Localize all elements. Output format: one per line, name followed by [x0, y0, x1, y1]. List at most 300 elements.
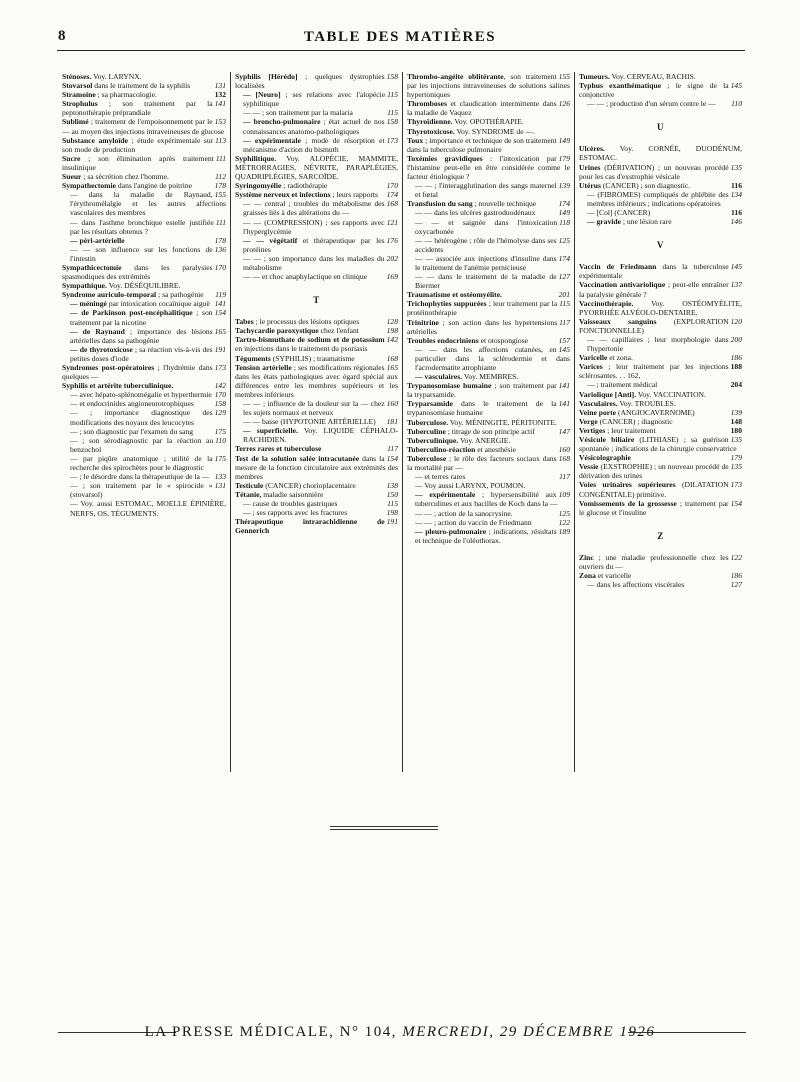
entry-page-number: 168 — [386, 353, 398, 363]
index-subentry — [407, 472, 570, 481]
entry-page-number: 146 — [730, 217, 742, 227]
entry-term: Tuberculinique. — [407, 435, 459, 445]
entry-text: ; son traitement par la tryparsamide. — [407, 381, 557, 400]
index-entry — [62, 172, 226, 181]
entry-term: Stovarsol — [62, 81, 93, 91]
entry-text: — — ; influence de la douleur sur la — chez les sujets normaux et nerveux — [243, 399, 385, 418]
index-entry — [407, 336, 570, 345]
index-entry — [579, 144, 742, 162]
entry-page-number: 135 — [730, 462, 742, 472]
index-subentry — [62, 454, 226, 472]
entry-text: Voy. LARYNX. — [91, 72, 142, 81]
entry-page-number: 160 — [558, 444, 570, 454]
entry-page-number: 134 — [730, 189, 742, 199]
entry-text: (CANCER) ; diagnostic — [597, 416, 673, 426]
index-subentry — [407, 272, 570, 290]
index-entry — [407, 127, 570, 136]
entry-text: Voy. SYNDROME de —. — [454, 126, 535, 136]
index-entry — [407, 381, 570, 399]
entry-term: — de Parkinson post-encéphalitique — [70, 308, 193, 318]
index-entry — [407, 418, 570, 427]
index-entry — [235, 190, 398, 199]
entry-term: — méningé — [70, 299, 107, 309]
entry-text: — par piqûre anatomique ; utilité de la recherche des spirochètes pour le diagnostic — [70, 453, 213, 473]
index-entry — [62, 136, 226, 154]
index-entry — [579, 553, 742, 571]
entry-text: et otospongiose — [478, 335, 529, 345]
index-entry — [579, 453, 742, 462]
index-entry — [407, 136, 570, 154]
entry-page-number: 170 — [214, 390, 226, 400]
entry-term: Syndrome auriculo-temporal — [62, 290, 157, 300]
index-subentry — [62, 218, 226, 236]
entry-page-number: 191 — [214, 344, 226, 354]
footer-journal: LA PRESSE MÉDICALE, N° 104, — [144, 1024, 397, 1040]
page-title: TABLE DES MATIÈRES — [303, 29, 497, 45]
index-column-3 — [402, 72, 574, 772]
entry-term: Tétanie, — [235, 489, 262, 499]
entry-page-number: 145 — [730, 81, 742, 91]
entry-page-number: 201 — [558, 290, 570, 300]
entry-term: Sténoses. — [62, 72, 92, 81]
entry-page-number: 137 — [730, 280, 742, 290]
entry-term: Système nerveux et infections — [235, 190, 331, 200]
entry-term: Zona — [579, 571, 596, 581]
entry-text: — dans l'asthme bronchique estelle justifiée par les résultats obtenus ? — [70, 217, 214, 236]
index-entry — [579, 462, 742, 480]
entry-term: — — végétatif — [243, 235, 298, 245]
entry-term: — expérimentale — [415, 490, 476, 500]
entry-term: Vessie — [579, 462, 599, 472]
entry-text: dans les paralysies spasmodiques des extrémités — [62, 262, 213, 282]
entry-page-number: 118 — [559, 217, 570, 227]
index-entry — [235, 363, 398, 399]
entry-term: Sueur — [62, 172, 82, 182]
entry-text: ; mode de résorption et mécanisme d'action du bismuth — [243, 135, 385, 154]
entry-text: ; importance et technique de son traitement dans la tuberculose pulmonaire — [407, 135, 557, 154]
index-entry — [235, 326, 398, 335]
entry-term: Trichophyties suppurées — [407, 299, 487, 309]
entry-page-number: 142 — [214, 381, 226, 391]
index-entry — [579, 262, 742, 280]
entry-term: Veine porte — [579, 407, 617, 417]
entry-page-number: 126 — [558, 99, 570, 109]
entry-term: Trypanosomiase humaine — [407, 381, 492, 391]
entry-page-number: 168 — [386, 199, 398, 209]
index-subentry — [235, 499, 398, 508]
entry-term: Vaccination antivariolique — [579, 280, 666, 290]
index-entry — [62, 117, 226, 135]
index-subentry — [235, 136, 398, 154]
entry-page-number: 157 — [558, 335, 570, 345]
index-subentry — [579, 217, 742, 226]
entry-page-number: 109 — [558, 490, 570, 500]
index-entry — [235, 454, 398, 481]
index-entry — [407, 290, 570, 299]
entry-page-number: 174 — [386, 190, 398, 200]
entry-term: Vésicule biliaire — [579, 435, 635, 444]
entry-term: Vomissements de la grossesse — [579, 498, 677, 508]
entry-text: — ; son sérodiagnostic par la réaction au benzochol — [70, 435, 214, 454]
entry-term: Stramoine — [62, 90, 96, 100]
index-subentry — [62, 427, 226, 436]
entry-term: Strophulus — [62, 99, 98, 109]
entry-text: — ; son traitement par le « spirocide » (stovarsol) — [70, 481, 213, 500]
entry-text: par intoxication cocaïnique aiguë — [106, 299, 210, 309]
entry-page-number: 136 — [214, 244, 226, 254]
index-entry — [235, 354, 398, 363]
entry-page-number: 204 — [730, 380, 742, 390]
index-subentry — [62, 308, 226, 326]
index-columns — [58, 72, 746, 772]
entry-term: Tuberculose — [407, 453, 447, 463]
entry-page-number: 174 — [558, 253, 570, 263]
index-entry — [407, 99, 570, 117]
entry-page-number: 170 — [214, 262, 226, 272]
entry-text: — dans la maladie de Raynaud, l'érythromélalgie et les autres affections vasculaires des membres — [70, 190, 226, 218]
entry-text: (LITHIASE) ; sa guérison spontanée ; indications de la chirurgie conservatrice — [579, 435, 737, 454]
entry-text: — [Col] (CANCER) — [587, 208, 651, 218]
entry-text: ; son action dans les hypertensions artérielles — [407, 317, 558, 336]
entry-term: Substance amyloïde — [62, 135, 129, 145]
entry-text: ; leur traitement par la protéinothérapie — [407, 299, 558, 318]
index-entry — [62, 99, 226, 117]
entry-text: dans le traitement de la trypanosomiase humaine — [407, 399, 557, 418]
entry-page-number: 119 — [215, 290, 226, 300]
entry-text: Voy. VACCINATION. — [636, 389, 706, 399]
entry-page-number: 202 — [386, 253, 398, 263]
entry-text: Voy. MÉNINGITE, PÉRITONITE. — [448, 417, 557, 427]
index-entry — [62, 281, 226, 290]
entry-page-number: 147 — [558, 426, 570, 436]
entry-page-number: 115 — [387, 90, 398, 100]
entry-term: — de Raynaud — [70, 326, 125, 336]
entry-page-number: 170 — [386, 181, 398, 191]
entry-text: — — dans le traitement de la maladie de Biermer — [415, 272, 557, 291]
entry-page-number: 169 — [386, 272, 398, 282]
entry-text: — — hétérogène ; rôle de l'hémolyse dans ses accidents — [415, 235, 557, 254]
index-subentry — [62, 499, 226, 517]
index-entry — [407, 318, 570, 336]
entry-text: — (FIBROMES) compliqués de phlébite des membres inférieurs ; indications opératoires — [587, 189, 729, 208]
index-subentry — [407, 509, 570, 518]
index-entry — [235, 181, 398, 190]
index-entry — [579, 299, 742, 317]
index-column-4 — [574, 72, 746, 772]
entry-text: ; son traitement par la nicotine — [70, 308, 213, 327]
entry-page-number: 188 — [730, 362, 742, 372]
entry-term: Transfusion du sang — [407, 199, 473, 209]
entry-term: — gravide — [587, 217, 621, 227]
index-subentry — [235, 218, 398, 236]
entry-text: — — ; son traitement par la malaria — [243, 108, 353, 118]
entry-text: Voy. CORNÉE, DUODÉNUM, ESTOMAC. — [579, 144, 742, 163]
index-entry — [235, 335, 398, 353]
entry-page-number: 125 — [558, 235, 570, 245]
entry-page-number: 200 — [730, 334, 742, 344]
entry-text: ; une lésion rare — [620, 217, 672, 227]
index-subentry — [407, 527, 570, 545]
entry-page-number: 168 — [558, 453, 570, 463]
entry-page-number: 175 — [214, 426, 226, 436]
index-subentry — [62, 399, 226, 408]
entry-text: chez l'enfant — [318, 326, 359, 336]
entry-text: ; le processus des lésions optiques — [253, 317, 360, 327]
index-subentry — [62, 481, 226, 499]
entry-term: Utérus — [579, 180, 601, 190]
index-subentry — [407, 254, 570, 272]
entry-text: Voy. MEMBRES. — [462, 372, 519, 382]
section-letter: V — [657, 240, 664, 251]
index-entry — [407, 445, 570, 454]
entry-page-number: 131 — [214, 81, 226, 91]
entry-text: Voy. LIQUIDE CÉPHALO-RACHIDIEN. — [243, 426, 398, 445]
end-rule-second — [330, 829, 438, 830]
entry-term: Syphilis [Hérédo] — [235, 72, 298, 81]
index-entry — [62, 90, 226, 99]
entry-text: ; ses relations avec l'alopécie syphilitique — [243, 90, 386, 109]
entry-term: — vasculaires. — [415, 372, 463, 382]
entry-page-number: 141 — [214, 299, 226, 309]
entry-text: — — basse (HYPOTONIE ARTÉRIELLE) — [243, 417, 376, 427]
entry-text: Voy. OSTÉOMYÉLITE, PYORRHÉE ALVÉOLO-DENTAIRE. — [579, 298, 742, 317]
entry-page-number: 165 — [386, 362, 398, 372]
entry-term: Vésicolographie — [579, 453, 631, 463]
entry-text: Voy. ALOPÉCIE, MAMMITE, MÉTRORRAGIES, NÉVRITE, PARAPLÉGIES, QUADRIPLÉGIES, SARCOÏDE. — [235, 153, 398, 182]
index-entry — [62, 181, 226, 190]
entry-text: Voy. TROUBLES. — [617, 398, 676, 408]
index-subentry — [407, 372, 570, 381]
entry-term: Testicule — [235, 480, 264, 490]
entry-term: Tumeurs. — [579, 72, 610, 81]
entry-page-number: 173 — [730, 480, 742, 490]
entry-term: Varicelle — [579, 353, 608, 363]
entry-page-number: 145 — [730, 262, 742, 272]
entry-text: Voy. OPOTHÉRAPIE. — [452, 117, 524, 127]
index-subentry — [407, 481, 570, 490]
footer-line-right — [628, 1032, 746, 1033]
entry-text: ; sa pathogénie — [156, 290, 204, 300]
entry-page-number: 131 — [214, 481, 226, 491]
entry-term: Tuberculose. — [407, 417, 449, 427]
entry-text: — — et saignée dans l'intoxication oxycarbonée — [415, 217, 558, 236]
entry-page-number: 111 — [215, 217, 226, 227]
entry-page-number: 121 — [386, 217, 398, 227]
entry-term: Thromboses — [407, 99, 447, 109]
index-entry — [579, 81, 742, 99]
entry-term: — [Neuro] — [243, 90, 281, 100]
entry-text: (SYPHILIS) ; traumatisme — [270, 353, 355, 363]
entry-page-number: 198 — [386, 326, 398, 336]
entry-text: ; peut-elle entraîner la paralysie générale ? — [579, 280, 729, 299]
entry-term: Thérapeutique intrarachidienne de Gennerich — [235, 517, 385, 536]
index-subentry — [235, 508, 398, 517]
index-entry — [579, 390, 742, 399]
entry-term: Tuberculino-réaction — [407, 444, 476, 454]
entry-page-number: 175 — [214, 453, 226, 463]
index-subentry — [62, 345, 226, 363]
index-subentry — [235, 90, 398, 108]
entry-term: Syringomyélie — [235, 181, 282, 191]
entry-text: — cause de troubles gastriques — [243, 499, 338, 509]
entry-text: — — central ; troubles du métabolisme des graisses liés à des altérations du — — [243, 199, 385, 218]
entry-page-number: 115 — [387, 499, 398, 509]
entry-page-number: 120 — [730, 316, 742, 326]
entry-page-number: 141 — [558, 381, 570, 391]
entry-page-number: 160 — [386, 399, 398, 408]
entry-text: ; indications, résultats et technique de l'oléothorax. — [415, 526, 557, 545]
entry-term: Trinitrine — [407, 317, 439, 327]
index-subentry — [62, 245, 226, 263]
entry-term: Zinc — [579, 552, 594, 562]
index-entry — [579, 480, 742, 498]
entry-text: dans la mesure de la fonction circulatoire aux extrémités des membres — [235, 453, 398, 481]
entry-term: Typhus exanthématique — [579, 81, 662, 91]
entry-term: Vaccin de Friedmann — [579, 262, 657, 272]
entry-page-number: 116 — [731, 180, 742, 190]
entry-text: ; leurs rapports — [330, 190, 378, 200]
entry-page-number: 150 — [386, 489, 398, 499]
entry-page-number: 117 — [559, 472, 570, 482]
entry-term: Tension artérielle — [235, 362, 292, 372]
entry-text: ; nouvelle technique — [472, 199, 537, 209]
entry-text: (CANCER) chorioplacentaire — [263, 480, 356, 490]
index-entry — [62, 290, 226, 299]
entry-text: — — son influence sur les fonctions de l'intestin — [70, 244, 213, 263]
entry-text: ; hypersensibilité aux tuberculines et aux bacilles de Koch dans la — — [415, 490, 558, 509]
entry-text: (DÉRIVATION) ; un nouveau procédé pour les cas d'exstrophie vésicale — [579, 162, 729, 181]
entry-page-number: 145 — [558, 344, 570, 354]
entry-text: — — dans les ulcères gastroduodénaux — [415, 208, 536, 218]
entry-term: Vaccinothérapie. — [579, 298, 634, 308]
entry-term: Troubles endocriniens — [407, 335, 479, 345]
entry-page-number: 154 — [386, 453, 398, 463]
entry-text: : l'intoxication par l'histamine peut-elle en être considérée comme le facteur étiologique ? — [407, 153, 570, 182]
entry-text: ; le signe de la conjonctive — [579, 81, 729, 100]
entry-page-number: 179 — [730, 453, 742, 463]
index-subentry — [62, 390, 226, 399]
entry-page-number: 135 — [730, 435, 742, 444]
entry-text: dans l'angine de poitrine — [116, 181, 193, 191]
entry-text: — ; traitement médical — [587, 380, 658, 390]
entry-text: et zona. — [607, 353, 633, 363]
index-subentry — [235, 254, 398, 272]
entry-page-number: 129 — [214, 408, 226, 418]
entry-term: Toux — [407, 135, 424, 145]
entry-term: Tryparsamide — [407, 399, 453, 409]
entry-term: Syphilis et artérite tuberculinique. — [62, 381, 174, 391]
index-subentry — [407, 236, 570, 254]
index-subentry — [62, 472, 226, 481]
entry-text: (EXSTROPHIE) ; un nouveau procédé de dérivation des urines — [579, 462, 729, 481]
index-entry — [407, 199, 570, 208]
entry-term: Sublimé — [62, 117, 89, 127]
entry-term: Terres rares et tuberculose — [235, 444, 322, 454]
entry-page-number: 127 — [558, 272, 570, 282]
entry-text: — — ; action de la sanocrysine. — [415, 508, 513, 518]
entry-term: — pleuro-pulmonaire — [415, 526, 487, 536]
entry-term: Test de la solution salée intracutanée — [235, 453, 360, 463]
entry-page-number: 122 — [558, 517, 570, 527]
entry-page-number: 153 — [214, 117, 226, 127]
entry-text: — — (COMPRESSION) ; ses rapports avec l'hyperglycémie — [243, 217, 385, 236]
entry-text: et thérapeutique par les protéines — [243, 235, 385, 254]
entry-term: — broncho-pulmonaire — [243, 117, 321, 127]
index-subentry — [407, 181, 570, 199]
index-subentry — [62, 436, 226, 454]
index-subentry — [407, 208, 570, 217]
entry-text: — dans les affections viscérales — [587, 580, 685, 590]
entry-text: (DILATATION CONGÉNITALE) primitive. — [579, 480, 729, 499]
index-entry — [235, 481, 398, 490]
entry-page-number: 139 — [558, 181, 570, 191]
index-subentry — [62, 299, 226, 308]
entry-page-number: 176 — [386, 235, 398, 245]
entry-text: — — ; son importance dans les maladies du métabolisme — [243, 253, 385, 272]
entry-page-number: 174 — [558, 199, 570, 209]
entry-text: ; quelques dystrophies localisées — [235, 72, 385, 91]
entry-page-number: 149 — [558, 135, 570, 145]
page-number: 8 — [58, 28, 66, 44]
entry-page-number: 116 — [731, 208, 742, 218]
index-entry — [62, 81, 226, 90]
index-subentry — [579, 580, 742, 589]
entry-page-number: 115 — [387, 108, 398, 118]
entry-text: ; radiothérapie — [281, 181, 328, 191]
index-subentry — [407, 490, 570, 508]
index-entry — [62, 154, 226, 172]
entry-page-number: 173 — [386, 135, 398, 145]
entry-page-number: 125 — [558, 508, 570, 518]
entry-term: Syndromes post-opératoires — [62, 363, 155, 372]
index-entry — [407, 299, 570, 317]
index-entry — [407, 427, 570, 436]
entry-page-number: 149 — [558, 208, 570, 218]
index-entry — [235, 154, 398, 181]
entry-term: Syphilitique. — [235, 153, 277, 163]
entry-page-number: 128 — [386, 317, 398, 327]
entry-term: Vaisseaux sanguins — [579, 316, 657, 326]
index-entry — [579, 362, 742, 380]
entry-text: ; sa sécrétion chez l'homme. — [81, 172, 169, 182]
entry-text: — et terres rares — [415, 472, 466, 482]
entry-term: Tabes — [235, 317, 254, 327]
entry-text: — ; le désordre dans la thérapeutique de la — — [70, 472, 210, 482]
entry-page-number: 158 — [214, 399, 226, 409]
index-entry — [407, 117, 570, 126]
index-subentry — [235, 399, 398, 417]
entry-term: Téguments — [235, 353, 271, 363]
entry-text: ; titrage de son principe actif — [445, 426, 535, 436]
index-entry — [407, 154, 570, 181]
entry-term: Thrombo-angéite oblitérante — [407, 72, 504, 81]
entry-page-number: 154 — [214, 308, 226, 318]
entry-page-number: 133 — [214, 472, 226, 482]
entry-text: — ; ses rapports avec les fractures — [243, 508, 348, 518]
entry-text: Voy. ANERGIE. — [458, 435, 511, 445]
entry-text: — — capillaires ; leur morphologie dans l'hypertonie — [587, 334, 729, 354]
entry-term: — de thyrotoxicose — [70, 344, 133, 354]
index-entry — [579, 426, 742, 435]
entry-term: Toxémies gravidiques — [407, 153, 483, 163]
index-subentry — [235, 108, 398, 117]
entry-page-number: 186 — [730, 571, 742, 581]
index-entry — [407, 72, 570, 99]
entry-page-number: 135 — [730, 162, 742, 172]
entry-text: ; ses modifications régionales dans les états pathologiques avec égard spécial aux différences entre les membres supérieurs et les membres inférieurs — [235, 362, 398, 399]
entry-page-number: 138 — [386, 480, 398, 490]
entry-page-number: 189 — [558, 526, 570, 536]
